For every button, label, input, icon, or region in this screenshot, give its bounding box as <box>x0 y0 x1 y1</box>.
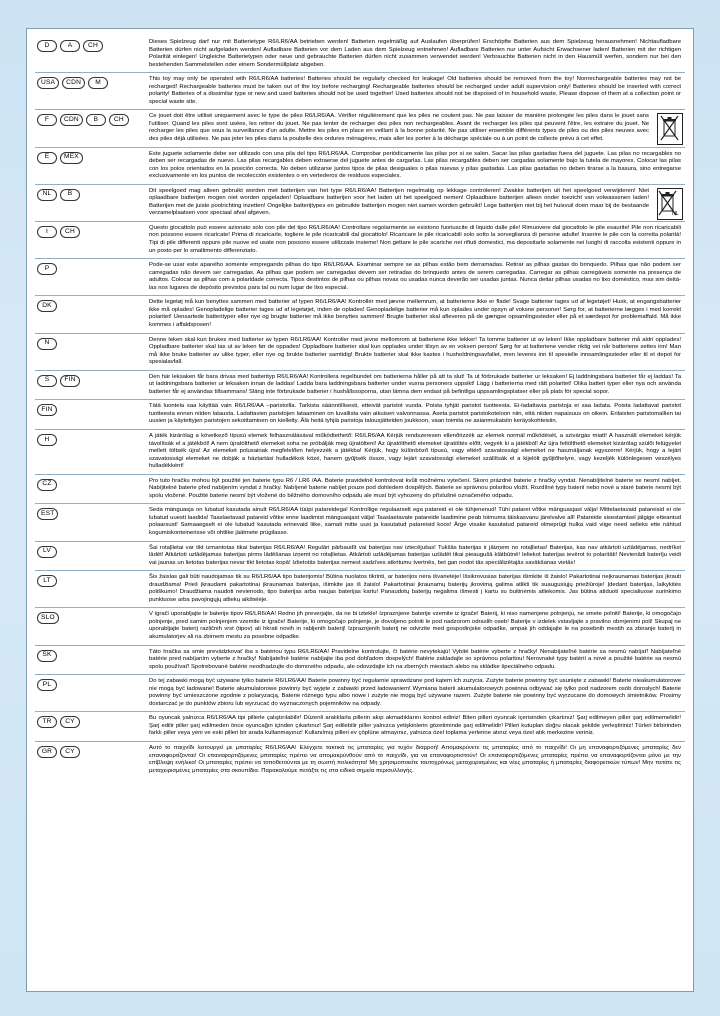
country-code: CH <box>60 226 80 238</box>
notice-text: Este juguete solamente debe ser utilizado con una pila del tipo R6/LR6/AA. Comprobar periódicamente las pilas por si se salen. Sacar las pilas gastadas fuera del juguete. Las pilas no recargables no deben ser recargadas de nuevo. Las pilas recargables deben extraerse del juguete antes de cargarlas. Las pilas recargables deben ser cargadas solamente bajo la tutela de mayores. Colocar las pilas con los polos orientados en la posición correcta. No deben utilizarse juntos tipos de pilas desiguales o pilas nuevas y pilas gastadas. Las pilas gastadas no deben tirarse a la basura, sino entregarse exclusivamente en los puntos de recolección existentes o en vertederos de residuos especiales. <box>149 150 681 180</box>
country-code: CY <box>60 746 80 758</box>
country-code: B <box>60 189 80 201</box>
country-code: DK <box>37 300 57 312</box>
country-code: TR <box>37 716 57 728</box>
language-row <box>35 185 685 222</box>
language-row <box>35 542 685 572</box>
country-codes <box>35 113 149 126</box>
language-row <box>35 73 685 110</box>
language-row <box>35 371 685 401</box>
country-code: B <box>86 114 106 126</box>
country-codes <box>35 39 149 52</box>
language-row <box>35 400 685 430</box>
country-code: P <box>37 263 57 275</box>
country-codes <box>35 507 149 520</box>
country-code: CZ <box>37 479 57 491</box>
country-codes <box>35 225 149 238</box>
country-code: PL <box>37 679 57 691</box>
notice-text: Ce jouet doit être utilisé uniquement avec le type de piles R6/LR6/AA. Vérifier régulièrement que les piles ne coulent pas. Ne pas laisser de manière prolongée les piles dans le jouet sans l'utiliser. Quand les piles sont usées, les retirer du jouet. Ne pas tenter de recharger des piles non rechargeables. Avant de recharger les piles qui peuvent l'être, les extraire du jouet. Ne recharger les piles que sous la surveillance d'un adulte. Mettre les piles en place en veillant à la bonne polarité. Ne pas utiliser ensemble différents types de piles ou des piles neuves avec des piles déjà utilisées. Ne pas jeter les piles dans la poubelle des ordures ménagères, mais aller les porter à la décharge spéciale ou à un point de collecte prévu à cet effet. <box>149 113 649 143</box>
notice-text: Šis žaislas gali būti naudojamas tik su R6/LR6/AA tipo baterijomis! Būtina nuolatos tikrinti, ar baterijos nėra išvarietėje! Išsikrovusias baterijas išimkite iš žaislo! Pakartotinai neįkraunamas baterijas įkrauti draudžiama! Prieš įkraudami pakartotinai įkraunamas baterijas, išimkite jas iš žaislo! Pakartotinai įkraunamų baterijų įkrovimą galima atlikti tik suaugusiųjų priežiūroje! Įdedant baterijas, laikykitės poliškumo! Draudžiama naudoti nevienodo, tipo baterijas arba naujas baterijas kartu! Panaudotų baterijų negalima išmesti į kartu su buitinėmis atliekomis. Jas būtina atiduoti specialiuose surinkimo punktuose arba pavojingųjų atliekų aikštelėje. <box>149 574 681 603</box>
country-code: NL <box>37 189 57 201</box>
country-code: E <box>37 152 57 164</box>
country-code: H <box>37 434 57 446</box>
country-code: S <box>37 375 57 387</box>
language-row <box>35 430 685 475</box>
country-codes <box>35 262 149 275</box>
country-code: D <box>37 40 57 52</box>
language-row <box>35 675 685 712</box>
country-code: N <box>37 338 57 350</box>
country-code: FIN <box>60 375 80 387</box>
language-row <box>35 222 685 259</box>
country-codes <box>35 715 149 728</box>
language-rows <box>35 36 685 778</box>
language-row <box>35 712 685 742</box>
language-row <box>35 148 685 185</box>
notice-text: Den här leksaken får bara drivas med batterityp R6/LR6/AA! Kontrollera regelbundet om batterierna håller på att ta slut! Ta ut förbrukade batterier ur leksaken! Ej laddningsbara batterier får ej laddas! Ta ut laddningsbara batterier ur leksaken innan de laddas! Ladda bara laddningsbara batterier under vuxna personers uppsikt! Lägg i batterierna med rätt polaritet! Olika batteri typer eller nya och använda batterier får ej användas tillsammans! Släng inte förbrukade batterier i hushållssoporna, utan lämna dem endast på befintliga uppsamlingsplatser eller på plats för special sopor. <box>149 373 681 395</box>
country-codes <box>35 337 149 350</box>
notice-text: Αυτό το παιχνίδι λειτουργεί με μπαταρίες R6/LR6/AA! Ελέγχετε τακτικά τις μπαταρίες για τυχόν διαρροή! Απομακρύνετε τις μπαταρίες από το παιχνίδι! Οι μη επαναφορτιζόμενες μπαταρίες δεν επαναφορτίζονται! Οι επαναφορτιζόμενες μπαταρίες πρέπει να απομακρύνθούν από το παιχνίδι, για να επαναφορτιστούν! Οι επαναφορτιζόμενες μπαταρίες πρέπει να επαναφορτίζονται μόνο με την επίβλεψη ενήλικα! Οι μπαταρίες πρέπει να τοποθετούνται με τη σωστή πολικότητα! Μη χρησιμοποιείτε ταυτοχρόνως μεταχειρισμένες και νέες μπαταρίες ή μπαταρίες διαφορετικών τύπων! Μην πετάτε τις μεταχειρισμένες μπαταρίες στα σκουπίδια. Παρακαλούμε πετάξτε τις στα ειδικά σημεία περισυλλογής. <box>149 745 681 774</box>
country-codes <box>35 188 149 201</box>
country-codes <box>35 433 149 446</box>
country-codes <box>35 545 149 558</box>
language-row <box>35 334 685 371</box>
country-code: CY <box>60 716 80 728</box>
country-code: CDN <box>62 77 85 89</box>
notice-text: Denne leken skal kun brukes med batterier av typen R6/LR6/AA! Kontroller med jevne mellomrom at batteriene ikke lekker! Ta tomme batterier ut av leken! Ikke oppladbare batterier må aldri opplades! Oppladbare batterier skal tas ut av leken før de oppades! Oppladbare batterier skal kun opplades under tilsyn av en voksen person! Sørg for at batteriene vender riktig vei når batteriene settes inn! Man må ikke bruke batterier av ulike typer, eller nye og brukte batterier samtidig! Brukte batterier skal ikke kastes i husholdningsavfallet, men leveres inn til spesielle innsamlingssteder eller til et depot for spesialavfall. <box>149 336 681 366</box>
country-code: LV <box>37 546 57 558</box>
notice-text: A játék kizárólag a következő típusú elemek felhasználásával működtethető: R6/LR6/AA Kérjük rendszeresen ellenőrizzék az elemek normál működését, a szivárgás miatt! A használt elemeket kérjük távolítsák el a játékból! A nem újratölthető elemeket soha ne próbálják meg újratölteni! Az újratölthető elemeket újratöltés előtt, vegyék ki a játékból! Az újra feltölthető elemeket kizárólag szülői felügyelet mellett töltsék újra! Az elemeket polusainak megfelelően helyezzék a játékba! Kérjük, hogy különböző típusú, vagy eltérő szavatossági elemeket ne használjanak egyszerre! Kérjük, hogy a lejárt szavatossági elemeket ne dobják a háztartási hulladékok közé, hanem gyűjtsék össze, vagy lejárt szavatossági elemeket szállítsák el a kijelölt gyűjtőhelyre, vagy kezeljék különlegesen veszélyes hulladékként! <box>149 432 681 470</box>
notice-text: Šai rotaļlietai var tikt izmantotas tikai baterijas R6/LR6/AA! Regulāri pārbaudīt vai baterijas nav iztecējušas! Tukšās baterijas ir jāizņem no rotaļlietas! Baterijas, kas nav atkārtoti uzlādējamas, nedrīkst lādēt! Atkārtoti uzlādējamas baterijas pirms lādēšanas izņemt no rotaļlietas. Atkārtoti uzlādējamas baterijas uzlādēt tikai pieaugušā klātbūtnē! Ieliekot baterijas ievērot to polaritāti! Nevienādi baterīju veidi vai jaunas un lietotas baterijas nevar tikt lietotas kopā! Izlietotās baterijas nemest sadzīves atkritumu tvertnēs, bet gan nodot tās speciālizētajās savākšanas vietās! <box>149 544 681 566</box>
notice-text: V igrači uporabljajte le baterije tipov R6/LR6/AA! Redno jih preverjajte, da ne bi iztekle! Izpraznjene baterije vzemite iz igrače! Baterij, ki niso namenjene polnjenju, ne smete polniti! Baterije, ki omogočajo polnjenje, pred samim polnjenjem vzemite iz igrače! Baterije, ki omogočajo polnjenje, je dovoljeno polniti le pod nadzorom odraslih oseb! Baterije v izdelek vstavljajte s pravilno obrnjenimi poli! Skupaj ne uporabljajte baterij različnih vrst (tipov) ali hkrati novih in rabljenih baterij! Izpraznjenih baterij ne odvrzite med gospodinjske odpadke, ampak jih oddajajte le na posebnih mestih za zbiranje baterij in akumulatorjev ali na zbirnem mestu za posebne odpadke. <box>149 611 681 640</box>
country-code: LT <box>37 575 57 587</box>
crossed-out-wheelie-bin-icon <box>657 188 683 220</box>
country-codes <box>35 745 149 758</box>
notice-text: Questo giocattolo può essere azionato solo con pile del tipo R6/LR6/AA! Controllare regolarmente se esistono fuoriuscite di liquido dalle pile! Rimuovere dal giocattolo le pile esaurite! Pile non ricaricabili non possono essere ricaricate! Prima di ricaricarle, togliere le pile ricaricabili dal giocattolo! Ricaricare le pile ricaricabili solo sotto la sorveglianza di persone adulte! Inserire le pile con la corretta polarità! Tipi di pile differenti oppure pile nuove ed usate non possono essere utilizzate insieme! Non gettare le pile scariche nei rifiuti domestici, ma depositarle solamente nei luoghi di raccolta esistenti oppure in un posto per lo smaltimento differenziato. <box>149 224 681 254</box>
country-code: F <box>37 114 57 126</box>
country-codes <box>35 611 149 624</box>
notice-text: Dette legetøj må kun benyttes sammen med batterier af typen R6/LR6/AA! Kontrollér med jævne mellemrum, at batterierne ikke er flade! Svage batterier tages ud af legetøjet! Husk, at engangsbatterier ikke må oplades! Genopladelige batterier tages ud af legetøjet, inden de oplades! Genopladelige batterier må kun oplades under opsyn af voksne personer! Sørg for, at batterierne lægges i med korrekt polaritet! Uensartede batterityper eller nye og brugte batterier må ikke benyttes sammen! Brugte batterier skal afleveres på de gængse opsamlingssteder eller på et særdepot for problemaffald. Må ikke kommes i affaldsposen! <box>149 299 681 328</box>
country-code: EST <box>37 508 58 520</box>
notice-text: Pro tuto hračku mohou být použité jen baterie typu R6 / LR6 /AA. Baterie pravidelně kontrolovat kvůli možnému vytečení. Skoro prázdné baterie z hračky vyndat. Nenabíjitelné baterie se nesmí nabíjet. Nabíjitelné baterie před nabíjením vyndat z hračky. Nabíjené baterie nabíjet pouze pod dohledem dospělých. Baterie se správnou polaritou vložit. Rozdílné typy baterií nebo nové a staré baterie nesmí být spolu vložené. Použité baterie nesmí být vložené do běžného domovního odpadu ale musí být vyhozeny do příslušné označeného odpadu. <box>149 477 681 499</box>
country-code: GR <box>37 746 57 758</box>
language-row <box>35 571 685 608</box>
country-code: CH <box>109 114 129 126</box>
country-codes <box>35 76 149 89</box>
language-row <box>35 296 685 333</box>
country-code: CH <box>83 40 103 52</box>
language-row <box>35 742 685 778</box>
country-codes <box>35 151 149 164</box>
language-row <box>35 608 685 645</box>
country-codes <box>35 374 149 387</box>
notice-text: Táto hračka sa smie prevádzkovať iba s batériou typu R6/LR6/AA! Pravidelne kontrolujte, či batérie nevytekajú! Vybité batérie vyberte z hračky! Nenabíjateľné batérie sa nesmú nabíjať! Nabíjateľné batérie pred nabíjaním vyberte z hračky! Nabíjateľné batérie nabíjajte iba pod dohľadom dospelých! Batérie zakladajte so správnou polaritou! Nerovnaké typy batérií a nové a použité batérie sa nesmú spolu používať! Spotrebované batérie neodhadzujte do domového odpadu, ale odovzdajte ich na zberných miestach alebo na skládke špeciálneho odpadu. <box>149 648 681 670</box>
notice-text: Seda mänguasja on lubatud kasutada ainult R6/LR6/AA tüüpi patareidega! Kontrollige regulaarselt ega patareid ei ole tühjenenud! Tühi patarei võtke mänguasjast välja! Mittelaetavaid patareisid ei ole lubatud uuesti laadida! Taaslaetavad patareid võtke enne laadimist mänguasjast välja! Taaslaetavate patareide laadimine peab toimuma täiskasvanu järelvalve all! Patareide sisestamisel jälgige etteantud polaarsust! Samaaegselt ei ole lubatud kasutada erinevaid liike, samati mitte uusi ja kasutatud patareisid koos! Ärge visake kasutatud patareid olmeprügi hulka vaid viige need selleks ette nähtud kogumiskonteinerisse või ohtlike jäätmete prügilasse. <box>149 507 681 536</box>
country-code: SK <box>37 650 57 662</box>
country-code: M <box>88 77 108 89</box>
country-codes <box>35 299 149 312</box>
country-code: A <box>60 40 80 52</box>
notice-sheet <box>26 28 694 992</box>
language-row <box>35 259 685 296</box>
notice-text: This toy may only be operated with R6/LR6/AA batteries! Batteries should be regularly checked for leakage! Old batteries should be removed from the toy! Nonrechargeable batteries may not be recharged! Rechargeable batteries must be taken out of the toy before recharging! Rechargeable batteries should be recharged under adult supervision only! Batteries should be inserted with correct polarity! Batteries of a dissimilar type or new and used batteries should not be used together! Used batteries should not be disposed of in household waste. Please dispose of them at a collection point or special waste site. <box>149 76 681 105</box>
notice-text: Dieses Spielzeug darf nur mit Batterietype R6/LR6/AA betrieben werden! Batterien regelmäßig auf Auslaufen überprüfen! Erschöpfte Batterien aus dem Spielzeug herausnehmen! Nichtaufladbare Batterien dürfen nicht aufgeladen werden! Aufladbare Batterien vor dem Laden aus dem Spielzeug entnehmen! Aufladbare Batterien nur unter Aufsicht Erwachsener laden! Batterien mit der richtigen Polarität einlegen! Ungleiche Batterietypen oder neue und gebrauchte Batterien dürfen nicht zusammen verwendet werden! Verbrauchte Batterien nicht in den Hausmüll werfen, sondern nur bei den bestehenden Sammelstellen oder einem Sondermüllplatz abgeben. <box>149 39 681 68</box>
country-code: USA <box>37 77 59 89</box>
bin-icon-label: NL <box>671 211 679 218</box>
notice-text: Pode-se usar este aparelho somente empregando pilhas do tipo R6/LR6/AA. Examinar sempre se as pilhas estão bem derramadas. Retirar as pilhas gastas do brinquedo. Pilhas que não podem ser carregadas não devem ser carregadas. As pilhas que podem ser carregadas devem ser retiradas do brinquedo antes de serem carregadas. Carregar as pilhas carregáveis somente na presença de adultos. Colocar as pilhas com a polaridade correcta. Tipos destintos de pilhas ou pilhas novas ou usadas nunca deverão ser usadas juntas. Nunca deitar pilhas usadas no lixo doméstico, mas sim deitá-las nos lugares de depósito previstos para tal ou num lugar de lixo especial. <box>149 262 681 291</box>
language-row <box>35 36 685 73</box>
notice-text: Tätä luontela saa käyttää vain R6/LR6/AA –paristoilla. Tarkista säännöllisesti, etteivät paristot vuoda. Poista tyhjät paristot tuotteesta. Ei-ladattavia paristoja ei saa ladata. Poista ladattavat paristot tuotteesta ennen niiden latausta. Ladattavien paristojen lataaminen on luvallista vain aikuisen valvonnassa. Aseta paristot paristokoteloon niin, että niiden napaisuus on oikein. Erilaisten paristomallien tai uusien ja käytettyjen paristojen sekoittaminen on kielletty. Älä heitä tyhjiä paristoja talousjätteiden joukkoon, vaan toimita ne asianmukaisiin keräyskohteisiin. <box>149 403 681 425</box>
language-row <box>35 475 685 505</box>
language-row <box>35 110 685 147</box>
country-codes <box>35 678 149 691</box>
notice-text: Dit speelgoed mag alleen gebruikt worden met batterijen van het type R6/LR6/AA! Batterijen regelmatig op lekkage controleren! Zwakke batterijen uit het speelgoed verwijderen! Niet oplaadbare batterijen mogen niet worden opgeladen! Oplaadbare batterijen voor het laden uit het speelgoed nemen! Oplaadbare batterijen alleen onder toezicht van volwassenen laden! Batterijen met de juiste poolrichting inzetten! Ongelijke batterijtypes en gebruikte batterijen mogen niet samen worden gebruikt! Lege batterijen niet bij het huisvuil doen maar bij de bestaande verzamelplaatsen voor speciaal afval afgeven. <box>149 187 649 217</box>
country-code: CDN <box>60 114 83 126</box>
country-code: FIN <box>37 404 57 416</box>
language-row <box>35 646 685 676</box>
country-codes <box>35 403 149 416</box>
country-codes <box>35 478 149 491</box>
country-code: MEX <box>60 152 83 164</box>
country-code: I <box>37 226 57 238</box>
country-codes <box>35 574 149 587</box>
country-codes <box>35 649 149 662</box>
crossed-out-wheelie-bin-icon <box>657 113 683 145</box>
language-row <box>35 504 685 541</box>
notice-text: Do tej zabawki mogą być używane tylko baterie R6/LR6/AA! Baterie powinny być regularnie sprawdzane pod kątem ich zużycia. Zużyte baterie powinny być usunięte z zabawki! Baterie nieakumulatorowe nie mogą być ładowane! Baterie akumulatorowe powinny być wyjęte z zabawki przed ładowaniem! Wymiana baterii akumulatorowych powinna odbywać się tylko pod nadzorem osób dorosłych! Baterie powinny być umieszczone zgodnie z polaryzacją. Baterie różnego typu albo nowe i zużyte nie mogą być używane razem. Zużyte baterie nie powinny być wyrzucane do domowych śmietników. Prosimy dostarczać je do punktów zbioru lub wyrzucać do wyznaczonych pojemników na odpady. <box>149 678 681 707</box>
country-code: SLO <box>37 612 59 624</box>
notice-text: Bu oyuncak yalnızca R6/LR6/AA tipi pillerle çalıştırılabilir! Düzenli aralıklarla pillerin akıp akmadıklarını kontrol ediniz! Biten pilleri oyuncak içerisinden çıkartınız! Şarj edilmeyen piller şarj edilmemelidir! Şarj edilir piller şarj edilmeden önce oyuncağın içinden çıkartınız! Şarj edilebilir piller yalnızca yetişkinlerin gözetiminde şarj edilmelidir! Pilleri kutuplan doğru olacak şekilde yerleştiriniz! Türleri birbirinden farklı piller veya yeni ve eski pilleri bir arada kullanmayınız! Kullanılmış pilleri ev çöplüne atmayınız, yalnızca özel toplama yerlerine atınız veya özel atık merkezine veriniz. <box>149 715 681 737</box>
